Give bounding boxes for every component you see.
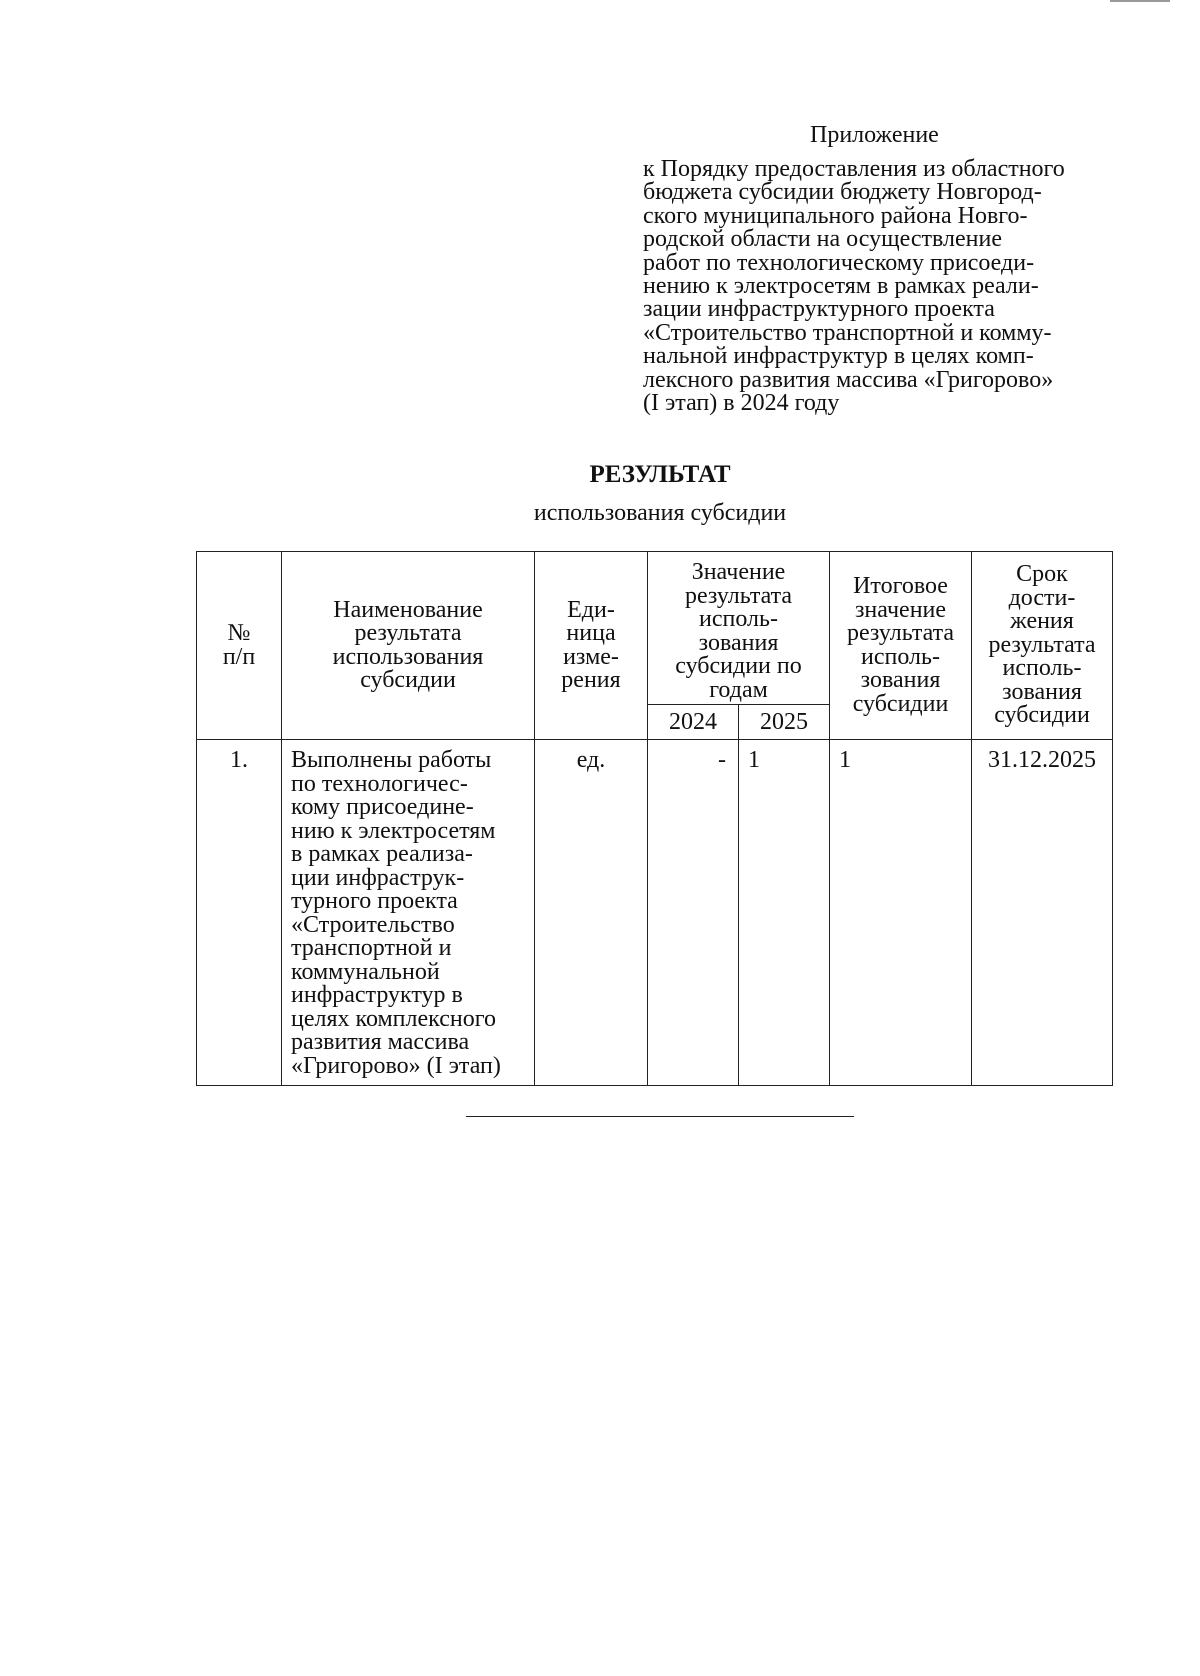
header-year-2024: 2024: [648, 705, 739, 740]
appendix-line: нению к электросетям в рамках реали-: [643, 273, 1039, 300]
row-value-2025: 1: [739, 740, 830, 1086]
appendix-title: Приложение: [810, 122, 939, 148]
appendix-caption: [643, 158, 1143, 415]
appendix-line: бюджета субсидии бюджету Новгород-: [643, 179, 1042, 206]
closing-divider: [466, 1116, 854, 1117]
header-unit: Еди- ница изме- рения: [535, 552, 648, 740]
header-year-2025: 2025: [739, 705, 830, 740]
header-value-by-year: Значение результата исполь- зования субсидии по годам: [648, 552, 830, 705]
document-title: РЕЗУЛЬТАТ: [589, 461, 731, 488]
row-value-2024: -: [648, 740, 739, 1086]
document-subtitle: использования субсидии: [533, 500, 787, 526]
appendix-line: к Порядку предоставления из областного: [643, 156, 1065, 182]
header-deadline: Срок дости- жения результата исполь- зования субсидии: [972, 552, 1113, 740]
table-row: [197, 740, 1113, 1086]
top-edge-line: [1110, 0, 1170, 2]
header-number: № п/п: [197, 552, 282, 740]
appendix-line: родской области на осуществление: [643, 226, 1002, 253]
appendix-line: зации инфраструктурного проекта: [643, 296, 995, 323]
row-final-value: 1: [830, 740, 972, 1086]
appendix-line: ского муниципального района Новго-: [643, 202, 1028, 229]
results-table: [196, 551, 1113, 1086]
row-result-name: Выполнены работы по технологичес- кому присоедине- нию к электросетям в рамках реализа- ции инфраструк- турного проекта «Строительство транспортной и коммунальной инфраструктур в целях комплексного развития массива «Григорово» (I этап): [282, 740, 535, 1086]
row-deadline: 31.12.2025: [972, 740, 1113, 1086]
row-number: 1.: [197, 740, 282, 1086]
appendix-line: (I этап) в 2024 году: [643, 390, 840, 417]
appendix-line: лексного развития массива «Григорово»: [643, 366, 1054, 393]
appendix-line: работ по технологическому присоеди-: [643, 249, 1035, 276]
appendix-line: «Строительство транспортной и комму-: [643, 319, 1052, 346]
header-name: Наименование результата использования субсидии: [282, 552, 535, 740]
appendix-line: нальной инфраструктур в целях комп-: [643, 343, 1034, 370]
row-unit: ед.: [535, 740, 648, 1086]
header-final-value: Итоговое значение результата исполь- зования субсидии: [830, 552, 972, 740]
